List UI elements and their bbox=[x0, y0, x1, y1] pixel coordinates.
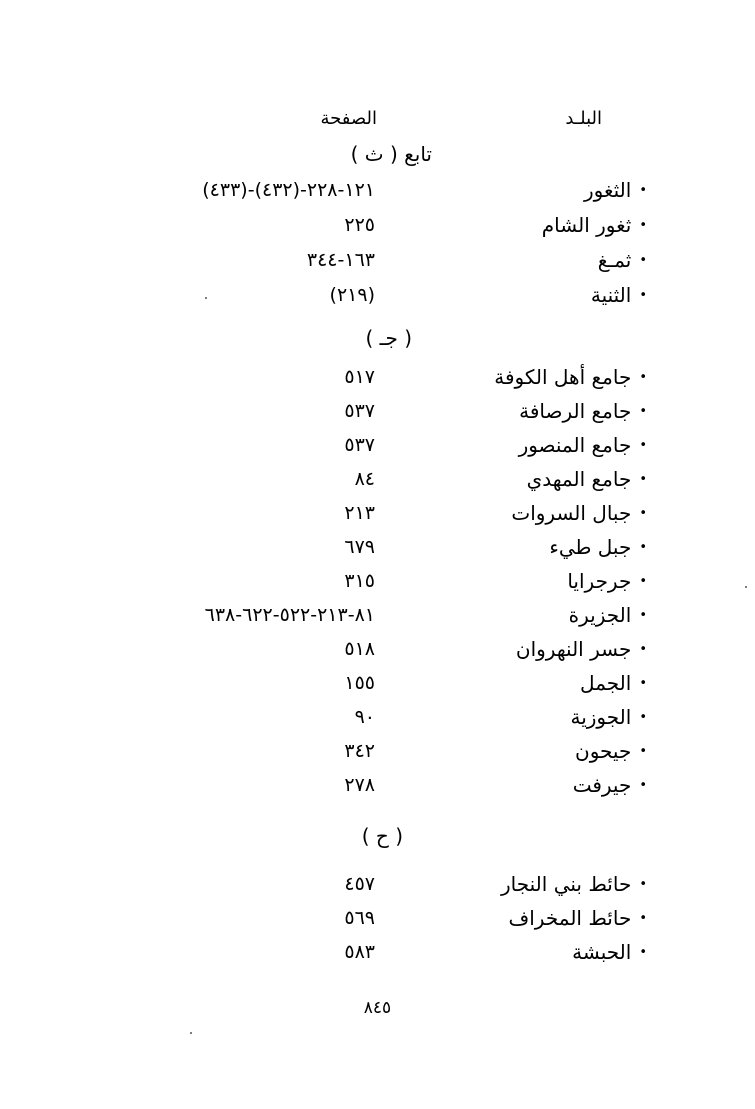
entry-pages: ١٦٣-٣٤٤ bbox=[306, 249, 375, 271]
entry-place: جامع أهل الكوفة bbox=[494, 365, 632, 389]
entry-pages: ٩٠ bbox=[354, 706, 375, 728]
index-entry bbox=[0, 278, 755, 312]
entry-place: حائط المخراف bbox=[508, 906, 632, 930]
entry-pages: ٥٣٧ bbox=[344, 400, 375, 422]
bullet-icon: • bbox=[639, 438, 647, 453]
entry-pages: ٤٥٧ bbox=[344, 873, 375, 895]
bullet-icon: • bbox=[639, 288, 647, 303]
entry-pages: (٢١٩) bbox=[329, 284, 375, 306]
index-entry bbox=[0, 394, 755, 428]
index-entry bbox=[0, 360, 755, 394]
scan-speck bbox=[190, 1032, 192, 1034]
bullet-icon: • bbox=[639, 506, 647, 521]
index-entry bbox=[0, 428, 755, 462]
index-entry bbox=[0, 768, 755, 802]
bullet-icon: • bbox=[639, 778, 647, 793]
index-entry bbox=[0, 173, 755, 207]
index-entry bbox=[0, 700, 755, 734]
index-entry bbox=[0, 666, 755, 700]
entry-pages: ٨١-٢١٣-٥٢٢-٦٢٢-٦٣٨ bbox=[204, 604, 375, 626]
entry-pages: ١٥٥ bbox=[344, 672, 375, 694]
entry-place: ثمـغ bbox=[597, 248, 632, 272]
entry-place: الجوزية bbox=[570, 705, 632, 729]
entry-place: حائط بني النجار bbox=[500, 872, 632, 896]
bullet-icon: • bbox=[639, 642, 647, 657]
index-entry bbox=[0, 901, 755, 935]
bullet-icon: • bbox=[639, 370, 647, 385]
index-entry bbox=[0, 867, 755, 901]
entry-pages: ٥١٧ bbox=[344, 366, 375, 388]
index-entry bbox=[0, 564, 755, 598]
index-entry bbox=[0, 462, 755, 496]
entry-place: ثغور الشام bbox=[541, 213, 632, 237]
entry-place: جامع المهدي bbox=[526, 467, 632, 491]
section-title: تابع ( ث ) bbox=[350, 142, 432, 166]
bullet-icon: • bbox=[639, 877, 647, 892]
section-title: ( ح ) bbox=[361, 824, 403, 848]
index-entry bbox=[0, 243, 755, 277]
scan-speck bbox=[205, 297, 207, 299]
section-title: ( جـ ) bbox=[365, 326, 412, 350]
entry-place: جبل طيء bbox=[549, 535, 632, 559]
index-entry bbox=[0, 530, 755, 564]
entry-pages: ٦٧٩ bbox=[344, 536, 375, 558]
bullet-icon: • bbox=[639, 253, 647, 268]
index-entry bbox=[0, 632, 755, 666]
page-number: ٨٤٥ bbox=[363, 998, 392, 1018]
index-entry bbox=[0, 734, 755, 768]
entry-place: جبال السروات bbox=[511, 501, 632, 525]
bullet-icon: • bbox=[639, 710, 647, 725]
entry-place: الثغور bbox=[584, 178, 632, 202]
bullet-icon: • bbox=[639, 218, 647, 233]
bullet-icon: • bbox=[639, 404, 647, 419]
entry-place: جامع الرصافة bbox=[519, 399, 632, 423]
entry-place: الثنية bbox=[590, 283, 632, 307]
entry-pages: ٣١٥ bbox=[344, 570, 375, 592]
entry-place: جامع المنصور bbox=[518, 433, 632, 457]
entry-pages: ١٢١-٢٢٨-(٤٣٢)-(٤٣٣) bbox=[202, 179, 375, 201]
bullet-icon: • bbox=[639, 945, 647, 960]
entry-pages: ٢٧٨ bbox=[344, 774, 375, 796]
index-entry bbox=[0, 496, 755, 530]
entry-place: الجمل bbox=[580, 671, 632, 695]
entry-place: جسر النهروان bbox=[515, 637, 632, 661]
index-entry bbox=[0, 598, 755, 632]
entry-pages: ٣٤٢ bbox=[344, 740, 375, 762]
entry-pages: ٢١٣ bbox=[344, 502, 375, 524]
entry-pages: ٥٨٣ bbox=[344, 941, 375, 963]
entry-pages: ٥٣٧ bbox=[344, 434, 375, 456]
column-header-place: البلـد bbox=[565, 108, 602, 129]
column-header-page: الصفحة bbox=[320, 108, 377, 129]
bullet-icon: • bbox=[639, 540, 647, 555]
index-entry bbox=[0, 208, 755, 242]
scan-speck bbox=[745, 586, 747, 588]
bullet-icon: • bbox=[639, 676, 647, 691]
entry-pages: ٥٦٩ bbox=[344, 907, 375, 929]
bullet-icon: • bbox=[639, 574, 647, 589]
entry-pages: ٨٤ bbox=[354, 468, 375, 490]
entry-pages: ٢٢٥ bbox=[344, 214, 375, 236]
bullet-icon: • bbox=[639, 744, 647, 759]
bullet-icon: • bbox=[639, 472, 647, 487]
bullet-icon: • bbox=[639, 183, 647, 198]
bullet-icon: • bbox=[639, 608, 647, 623]
index-entry bbox=[0, 935, 755, 969]
entry-place: جيحون bbox=[575, 739, 632, 763]
bullet-icon: • bbox=[639, 911, 647, 926]
entry-place: جيرفت bbox=[572, 773, 632, 797]
entry-pages: ٥١٨ bbox=[344, 638, 375, 660]
entry-place: جرجرايا bbox=[567, 569, 632, 593]
entry-place: الحبشة bbox=[572, 940, 632, 964]
entry-place: الجزيرة bbox=[568, 603, 632, 627]
